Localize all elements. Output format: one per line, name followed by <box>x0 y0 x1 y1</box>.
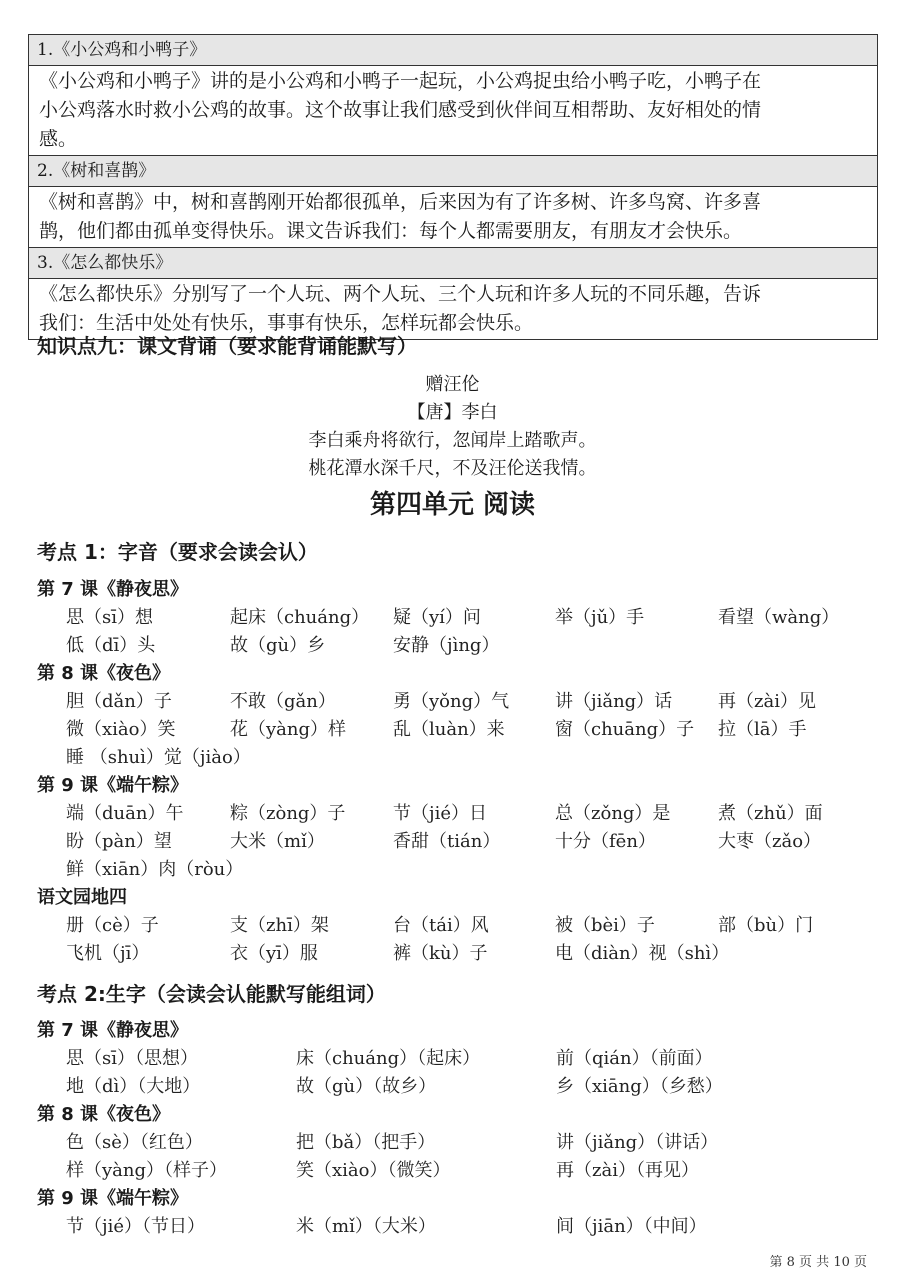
lesson-heading: 第 7 课《静夜思》 <box>37 579 189 600</box>
word-item: 被（bèi）子 <box>555 915 655 936</box>
word-item: 思（sī）想 <box>66 607 153 628</box>
summary-heading: 3.《怎么都快乐》 <box>29 248 877 279</box>
word-row <box>0 1212 905 1240</box>
word-item: 总（zǒng）是 <box>555 803 671 824</box>
word-item: 样（yàng）（样子） <box>66 1160 228 1181</box>
word-item: 看望（wàng） <box>718 607 840 628</box>
word-row <box>0 855 905 883</box>
word-row <box>0 1156 905 1184</box>
word-item: 讲（jiǎng）（讲话） <box>556 1132 719 1153</box>
word-item: 床（chuáng）（起床） <box>296 1048 481 1069</box>
summary-line: 《小公鸡和小鸭子》讲的是小公鸡和小鸭子一起玩，小公鸡捉虫给小鸭子吃，小鸭子在 <box>39 70 762 92</box>
word-item: 盼（pàn）望 <box>66 831 172 852</box>
word-row <box>0 1128 905 1156</box>
word-item: 再（zài）（再见） <box>556 1160 699 1181</box>
word-item: 睡 （shuì）觉（jiào） <box>66 747 251 768</box>
summary-line: 《树和喜鹊》中，树和喜鹊刚开始都很孤单，后来因为有了许多树、许多鸟窝、许多喜 <box>39 191 762 213</box>
summary-line: 感。 <box>39 128 78 150</box>
word-item: 十分（fēn） <box>555 831 656 852</box>
summary-heading: 2.《树和喜鹊》 <box>29 156 877 187</box>
word-item: 乱（luàn）来 <box>393 719 505 740</box>
word-item: 裤（kù）子 <box>393 943 488 964</box>
word-row <box>0 1072 905 1100</box>
word-item: 勇（yǒng）气 <box>393 691 510 712</box>
word-item: 花（yàng）样 <box>230 719 347 740</box>
word-row <box>0 799 905 827</box>
word-item: 飞机（jī） <box>66 943 150 964</box>
knowledge-point-9-title: 知识点九：课文背诵（要求能背诵能默写） <box>37 334 417 358</box>
page-footer: 第 8 页 共 10 页 <box>769 1255 867 1270</box>
word-item: 微（xiào）笑 <box>66 719 176 740</box>
summary-heading: 1.《小公鸡和小鸭子》 <box>29 35 877 66</box>
word-item: 节（jié）日 <box>393 803 487 824</box>
word-item: 起床（chuáng） <box>230 607 370 628</box>
word-item: 讲（jiǎng）话 <box>555 691 673 712</box>
word-item: 大米（mǐ） <box>230 831 325 852</box>
word-item: 衣（yī）服 <box>230 943 318 964</box>
word-item: 册（cè）子 <box>66 915 159 936</box>
summary-line: 鹊，他们都由孤单变得快乐。课文告诉我们：每个人都需要朋友，有朋友才会快乐。 <box>39 220 743 242</box>
summary-line: 我们：生活中处处有快乐，事事有快乐，怎样玩都会快乐。 <box>39 312 534 334</box>
word-item: 把（bǎ）（把手） <box>296 1132 436 1153</box>
word-item: 胆（dǎn）子 <box>66 691 172 712</box>
word-row <box>0 939 905 967</box>
word-item: 窗（chuāng）子 <box>555 719 695 740</box>
word-row <box>0 1044 905 1072</box>
word-item: 鲜（xiān）肉（ròu） <box>66 859 244 880</box>
summary-table <box>28 34 878 340</box>
word-item: 端（duān）午 <box>66 803 184 824</box>
word-item: 举（jǔ）手 <box>555 607 645 628</box>
summary-text <box>29 187 877 248</box>
word-item: 安静（jìng） <box>393 635 500 656</box>
word-item: 台（tái）风 <box>393 915 489 936</box>
word-item: 不敢（gǎn） <box>230 691 336 712</box>
word-item: 前（qián）（前面） <box>556 1048 713 1069</box>
word-row <box>0 603 905 631</box>
lesson-heading: 第 7 课《静夜思》 <box>37 1020 189 1041</box>
word-item: 色（sè）（红色） <box>66 1132 203 1153</box>
poem-author: 【唐】李白 <box>407 402 498 423</box>
lesson-heading: 语文园地四 <box>37 887 127 908</box>
word-item: 笑（xiào）（微笑） <box>296 1160 451 1181</box>
word-item: 间（jiān）（中间） <box>556 1216 707 1237</box>
word-item: 节（jié）（节日） <box>66 1216 205 1237</box>
poem-title: 赠汪伦 <box>425 374 480 395</box>
lesson-heading: 第 9 课《端午粽》 <box>37 1188 189 1209</box>
word-item: 电（diàn）视（shì） <box>555 943 730 964</box>
word-item: 拉（lā）手 <box>718 719 807 740</box>
word-row <box>0 687 905 715</box>
word-item: 低（dī）头 <box>66 635 156 656</box>
word-item: 故（gù）乡 <box>230 635 326 656</box>
summary-text <box>29 66 877 156</box>
word-item: 支（zhī）架 <box>230 915 329 936</box>
poem-line: 李白乘舟将欲行，忽闻岸上踏歌声。 <box>308 430 597 451</box>
word-item: 煮（zhǔ）面 <box>718 803 823 824</box>
word-item: 米（mǐ）（大米） <box>296 1216 436 1237</box>
word-row <box>0 631 905 659</box>
word-item: 部（bù）门 <box>718 915 814 936</box>
word-item: 思（sī）（思想） <box>66 1048 198 1069</box>
summary-line: 小公鸡落水时救小公鸡的故事。这个故事让我们感受到伙伴间互相帮助、友好相处的情 <box>39 99 762 121</box>
lesson-heading: 第 8 课《夜色》 <box>37 1104 171 1125</box>
lesson-heading: 第 9 课《端午粽》 <box>37 775 189 796</box>
word-row <box>0 911 905 939</box>
word-item: 故（gù）（故乡） <box>296 1076 437 1097</box>
kaodian-2-title: 考点 2:生字（会读会认能默写能组词） <box>37 982 386 1006</box>
poem-line: 桃花潭水深千尺，不及汪伦送我情。 <box>308 458 597 479</box>
kaodian-1-title: 考点 1：字音（要求会读会认） <box>37 540 318 564</box>
word-row <box>0 743 905 771</box>
summary-line: 《怎么都快乐》分别写了一个人玩、两个人玩、三个人玩和许多人玩的不同乐趣，告诉 <box>39 283 762 305</box>
word-item: 大枣（zǎo） <box>718 831 822 852</box>
lesson-heading: 第 8 课《夜色》 <box>37 663 171 684</box>
word-item: 疑（yí）问 <box>393 607 481 628</box>
word-item: 地（dì）（大地） <box>66 1076 201 1097</box>
word-item: 香甜（tián） <box>393 831 501 852</box>
word-item: 粽（zòng）子 <box>230 803 346 824</box>
unit-title: 第四单元 阅读 <box>369 490 536 520</box>
word-item: 再（zài）见 <box>718 691 816 712</box>
word-row <box>0 827 905 855</box>
word-item: 乡（xiāng）（乡愁） <box>556 1076 723 1097</box>
word-row <box>0 715 905 743</box>
